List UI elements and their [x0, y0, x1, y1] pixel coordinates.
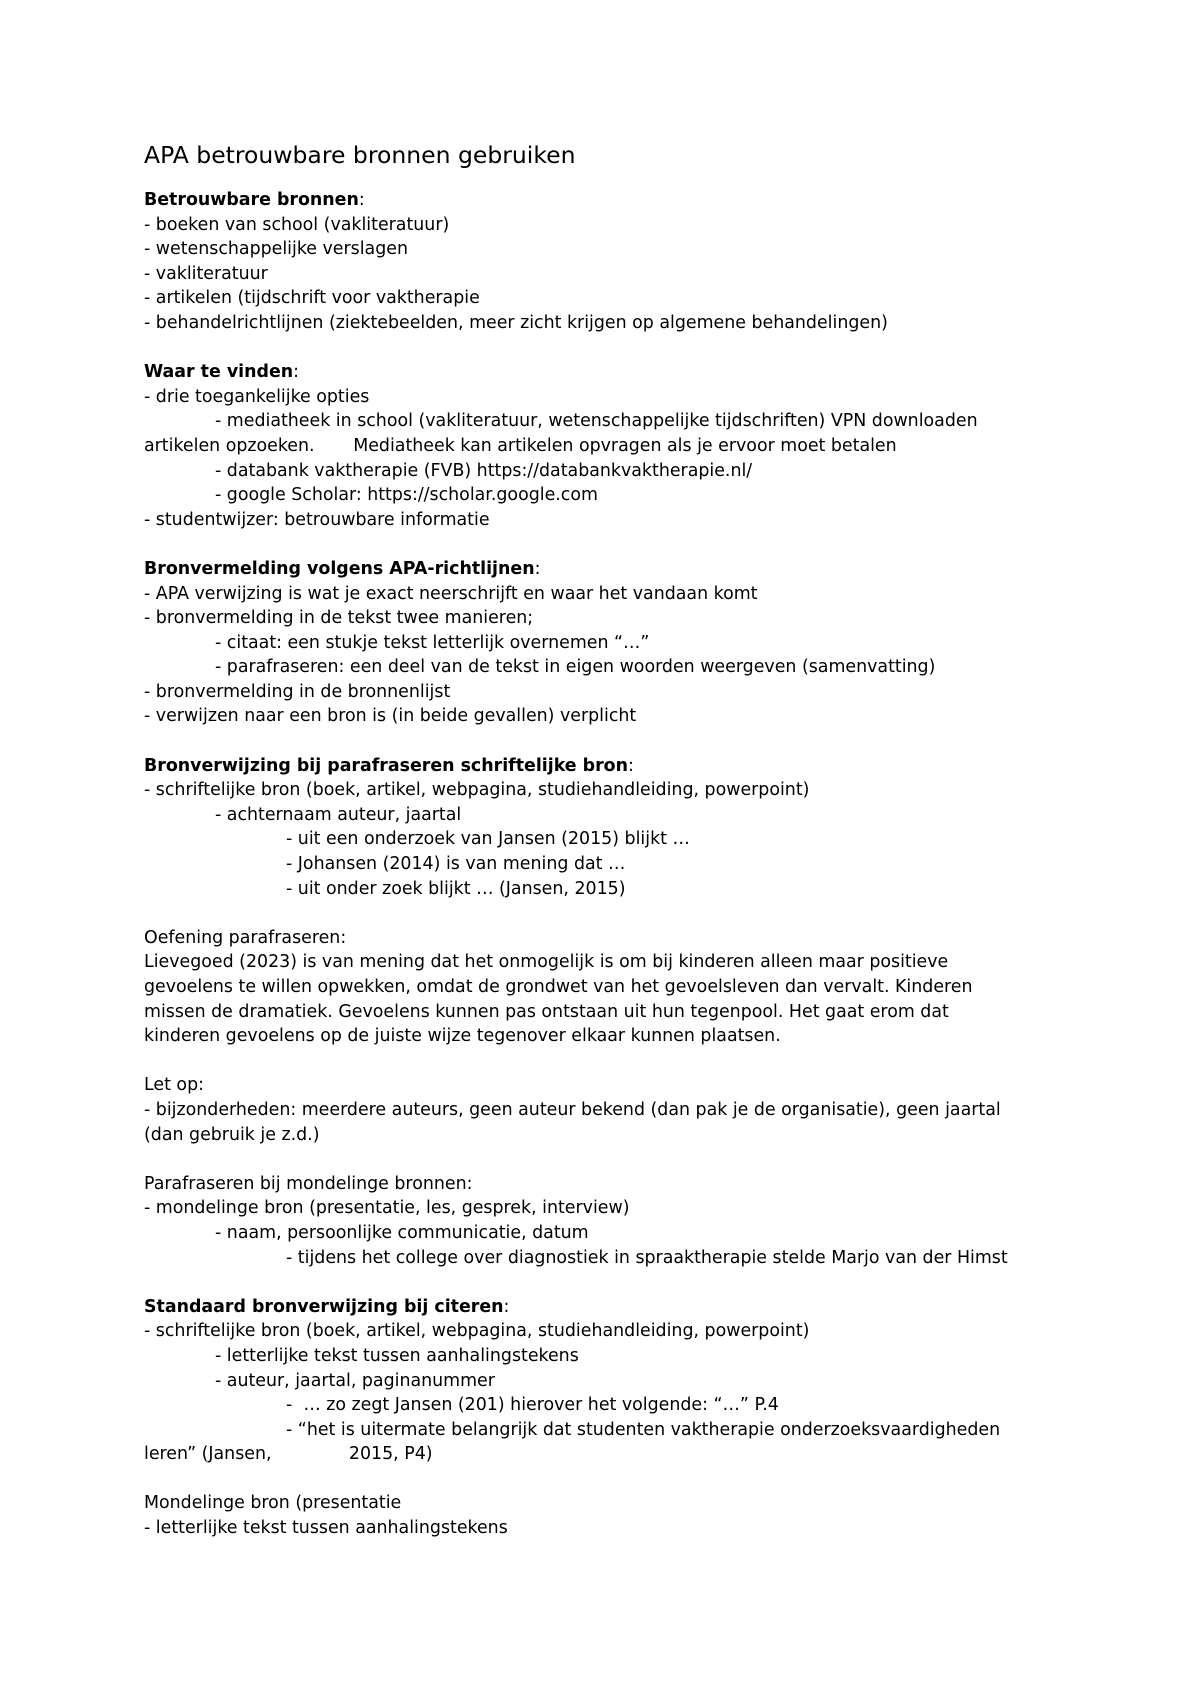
list-item: - verwijzen naar een bron is (in beide gevallen) verplicht	[144, 706, 637, 727]
list-item: - boeken van school (vakliteratuur)	[144, 214, 450, 235]
section-heading: Parafraseren bij mondelinge bronnen:	[144, 1173, 473, 1194]
list-item: - schriftelijke bron (boek, artikel, webpagina, studiehandleiding, powerpoint)	[144, 780, 810, 801]
list-item: - schriftelijke bron (boek, artikel, webpagina, studiehandleiding, powerpoint)	[144, 1321, 810, 1342]
list-item: - google Scholar: https://scholar.google.com	[215, 485, 598, 506]
section-heading: Mondelinge bron (presentatie	[144, 1493, 402, 1514]
list-item: - … zo zegt Jansen (201) hierover het volgende: “…” P.4	[286, 1395, 779, 1416]
section-mondelinge-bronnen	[144, 1172, 1064, 1270]
document-page	[144, 140, 1064, 1565]
list-item: - uit onder zoek blijkt … (Jansen, 2015)	[286, 878, 626, 899]
list-item: - databank vaktherapie (FVB) https://databankvaktherapie.nl/	[215, 460, 753, 481]
section-heading	[144, 188, 1064, 213]
list-item: - mediatheek in school (vakliteratuur, wetenschappelijke tijdschriften) VPN downloaden	[215, 411, 978, 432]
heading-colon: :	[534, 558, 541, 579]
list-item: - bijzonderheden: meerdere auteurs, geen auteur bekend (dan pak je de organisatie), geen jaartal	[144, 1099, 1001, 1120]
section-citeren	[144, 1295, 1064, 1467]
list-item: - bronvermelding in de tekst twee manieren;	[144, 608, 534, 629]
list-item: - Johansen (2014) is van mening dat …	[286, 854, 626, 875]
list-item: - “het is uitermate belangrijk dat studenten vaktherapie onderzoeksvaardigheden	[286, 1419, 1001, 1440]
list-item: - wetenschappelijke verslagen	[144, 239, 408, 260]
heading-colon: :	[628, 755, 634, 776]
list-item: - letterlijke tekst tussen aanhalingstekens	[215, 1345, 579, 1366]
section-mondelinge-bron	[144, 1491, 1064, 1540]
heading-colon: :	[358, 190, 365, 210]
heading-colon: :	[293, 362, 299, 383]
list-item: - auteur, jaartal, paginanummer	[215, 1370, 495, 1391]
paragraph-line: Lievegoed (2023) is van mening dat het onmogelijk is om bij kinderen alleen maar positieve	[144, 952, 949, 973]
paragraph-line: kinderen gevoelens op de juiste wijze tegenover elkaar kunnen plaatsen.	[144, 1026, 781, 1047]
list-item: - achternaam auteur, jaartal	[215, 804, 462, 825]
list-item-continuation: leren” (Jansen, 2015, P4)	[144, 1444, 433, 1465]
list-item: - behandelrichtlijnen (ziektebeelden, meer zicht krijgen op algemene behandelingen)	[144, 312, 888, 333]
list-item: - letterlijke tekst tussen aanhalingstekens	[144, 1518, 508, 1539]
heading-text: Standaard bronverwijzing bij citeren	[144, 1296, 504, 1317]
section-heading: Oefening parafraseren:	[144, 927, 347, 948]
list-item: - drie toegankelijke opties	[144, 386, 370, 407]
list-item: - vakliteratuur	[144, 263, 268, 284]
heading-text: Bronverwijzing bij parafraseren schriftelijke bron	[144, 755, 629, 776]
list-item: - mondelinge bron (presentatie, les, gesprek, interview)	[144, 1198, 630, 1219]
list-item: - parafraseren: een deel van de tekst in eigen woorden weergeven (samenvatting)	[215, 657, 936, 678]
section-heading: Let op:	[144, 1075, 204, 1096]
list-item: - APA verwijzing is wat je exact neerschrijft en waar het vandaan komt	[144, 583, 758, 604]
document-title: APA betrouwbare bronnen gebruiken	[144, 141, 576, 169]
section-heading	[144, 360, 1064, 385]
section-heading	[144, 557, 1064, 582]
section-oefening	[144, 926, 1064, 1049]
list-item: - naam, persoonlijke communicatie, datum	[215, 1222, 589, 1243]
section-waar-te-vinden	[144, 360, 1064, 532]
section-betrouwbare-bronnen	[144, 188, 1064, 336]
heading-text: Betrouwbare bronnen	[144, 190, 359, 210]
paragraph-line: gevoelens te willen opwekken, omdat de grondwet van het gevoelsleven dan vervalt. Kinderen	[144, 977, 973, 997]
list-item: - tijdens het college over diagnostiek in spraaktherapie stelde Marjo van der Himst	[286, 1247, 1008, 1268]
section-bronvermelding	[144, 557, 1064, 729]
list-item: - studentwijzer: betrouwbare informatie	[144, 509, 490, 530]
heading-colon: :	[503, 1296, 510, 1317]
list-item: - citaat: een stukje tekst letterlijk overnemen “…”	[215, 632, 650, 653]
list-item: - artikelen (tijdschrift voor vaktherapie	[144, 288, 480, 309]
list-item-continuation: (dan gebruik je z.d.)	[144, 1124, 320, 1145]
heading-text: Bronvermelding volgens APA-richtlijnen	[144, 558, 535, 579]
list-item: - uit een onderzoek van Jansen (2015) blijkt …	[286, 829, 690, 850]
list-item-continuation: artikelen opzoeken. Mediatheek kan artikelen opvragen als je ervoor moet betalen	[144, 435, 897, 456]
heading-text: Waar te vinden	[144, 362, 294, 383]
section-parafraseren-schriftelijk	[144, 754, 1064, 902]
list-item: - bronvermelding in de bronnenlijst	[144, 681, 451, 702]
section-heading	[144, 754, 1064, 779]
section-heading	[144, 1295, 1064, 1320]
section-let-op	[144, 1073, 1064, 1147]
paragraph-line: missen de dramatiek. Gevoelens kunnen pas ontstaan uit hun tegenpool. Het gaat erom dat	[144, 1001, 949, 1022]
